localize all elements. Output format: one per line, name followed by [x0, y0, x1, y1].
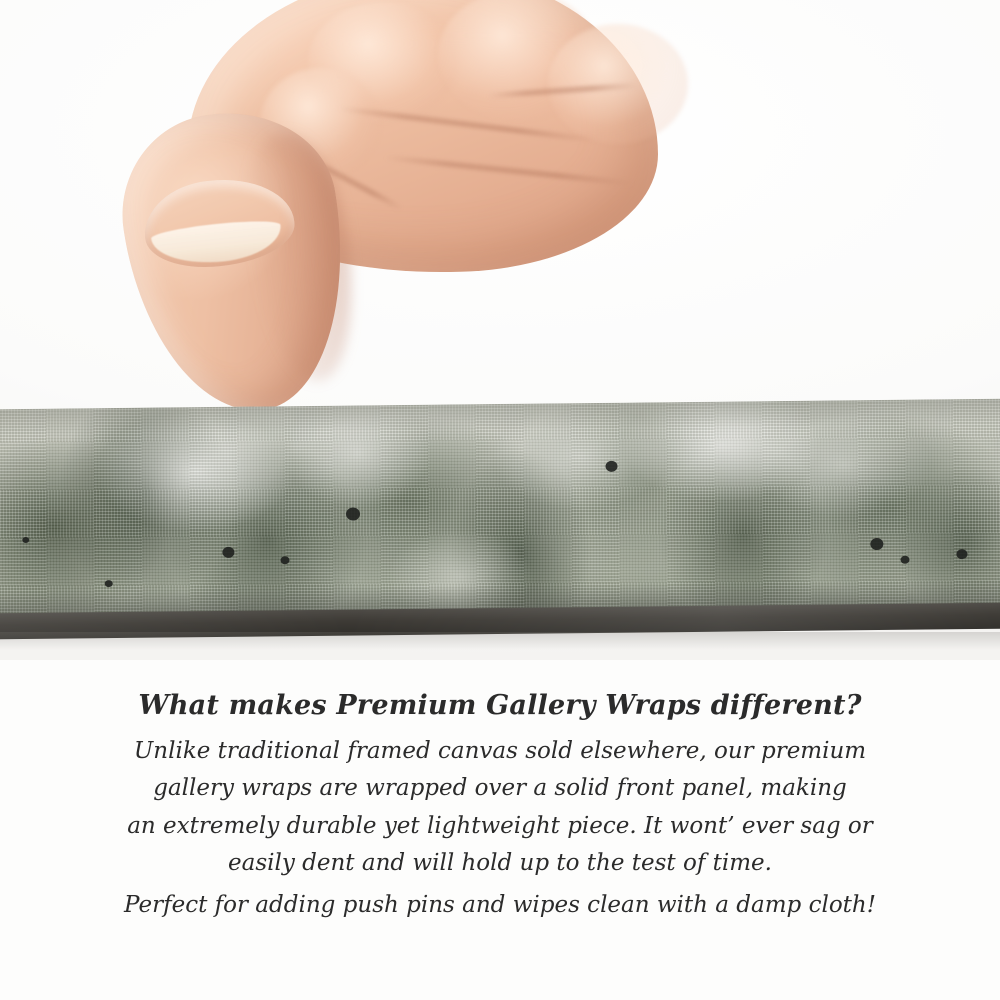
artwork-speck — [900, 556, 909, 564]
canvas-print-edge — [0, 399, 1000, 625]
artwork-speck — [870, 538, 883, 550]
caption-body-line: an extremely durable yet lightweight piece. It wont’ ever sag or — [127, 812, 873, 839]
artwork-speck — [346, 507, 360, 520]
caption-body-line: Unlike traditional framed canvas sold elsewhere, our premium — [133, 738, 867, 764]
caption-closing-line: Perfect for adding push pins and wipes clean with a damp cloth! — [124, 892, 876, 918]
artwork-speck — [605, 461, 617, 472]
skin-crease — [384, 155, 633, 186]
caption-block — [0, 690, 1000, 918]
caption-body-line: easily dent and will hold up to the test of time. — [228, 849, 772, 876]
hand — [118, 0, 678, 442]
caption-body-line: gallery wraps are wrapped over a solid front panel, making — [153, 775, 847, 802]
panel-drop-shadow — [0, 632, 1000, 650]
artwork-speck — [222, 547, 234, 558]
artwork-speck — [22, 537, 29, 543]
artwork-speck — [280, 556, 289, 564]
caption-heading: What makes Premium Gallery Wraps different? — [138, 690, 862, 721]
caption-body — [120, 733, 880, 882]
artwork-speck — [956, 549, 967, 559]
artwork-speck — [105, 580, 113, 587]
